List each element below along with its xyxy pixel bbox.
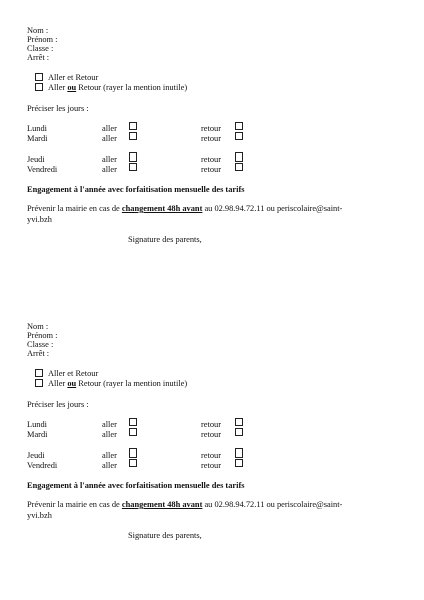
aller-label: aller — [102, 430, 117, 439]
checkbox-jeudi-retour[interactable] — [235, 448, 243, 458]
checkbox-jeudi-aller[interactable] — [129, 152, 137, 162]
retour-label: retour — [201, 134, 221, 143]
checkbox-vendredi-retour[interactable] — [235, 163, 243, 171]
checkbox-vendredi-retour[interactable] — [235, 459, 243, 467]
signature-label: Signature des parents, — [128, 235, 202, 244]
field-arret: Arrêt : — [27, 349, 50, 358]
checkbox-lundi-retour[interactable] — [235, 122, 243, 130]
retour-label: retour — [201, 430, 221, 439]
checkbox-jeudi-retour[interactable] — [235, 152, 243, 162]
preciser-jours-label: Préciser les jours : — [27, 400, 89, 409]
prevenir-line-2: yvi.bzh — [27, 511, 52, 520]
aller-label: aller — [102, 155, 117, 164]
checkbox-lundi-aller[interactable] — [129, 122, 137, 130]
checkbox-jeudi-aller[interactable] — [129, 448, 137, 458]
checkbox-aller-ou-retour[interactable] — [35, 83, 43, 91]
checkbox-aller-et-retour[interactable] — [35, 73, 43, 81]
field-prenom: Prénom : — [27, 331, 58, 340]
checkbox-vendredi-aller[interactable] — [129, 163, 137, 171]
prevenir-line-1: Prévenir la mairie en cas de changement 48h avant au 02.98.94.72.11 ou periscolaire@saint- — [27, 500, 343, 509]
day-lundi: Lundi — [27, 124, 48, 133]
form-section-2 — [0, 296, 424, 596]
retour-label: retour — [201, 451, 221, 460]
field-nom: Nom : — [27, 322, 49, 331]
day-vendredi: Vendredi — [27, 461, 58, 470]
retour-label: retour — [201, 165, 221, 174]
day-lundi: Lundi — [27, 420, 48, 429]
field-classe: Classe : — [27, 44, 54, 53]
day-jeudi: Jeudi — [27, 451, 45, 460]
engagement-heading: Engagement à l'année avec forfaitisation mensuelle des tarifs — [27, 481, 245, 490]
retour-label: retour — [201, 461, 221, 470]
option-aller-et-retour-label: Aller et Retour — [48, 73, 99, 82]
retour-label: retour — [201, 420, 221, 429]
aller-label: aller — [102, 165, 117, 174]
aller-label: aller — [102, 420, 117, 429]
checkbox-lundi-aller[interactable] — [129, 418, 137, 426]
prevenir-line-1: Prévenir la mairie en cas de changement 48h avant au 02.98.94.72.11 ou periscolaire@saint- — [27, 204, 343, 213]
field-prenom: Prénom : — [27, 35, 58, 44]
engagement-heading: Engagement à l'année avec forfaitisation mensuelle des tarifs — [27, 185, 245, 194]
day-vendredi: Vendredi — [27, 165, 58, 174]
day-mardi: Mardi — [27, 134, 48, 143]
checkbox-lundi-retour[interactable] — [235, 418, 243, 426]
checkbox-mardi-aller[interactable] — [129, 132, 137, 140]
signature-label: Signature des parents, — [128, 531, 202, 540]
preciser-jours-label: Préciser les jours : — [27, 104, 89, 113]
aller-label: aller — [102, 124, 117, 133]
checkbox-aller-ou-retour[interactable] — [35, 379, 43, 387]
option-aller-ou-retour-label: Aller ou Retour (rayer la mention inutile) — [48, 379, 188, 388]
checkbox-mardi-retour[interactable] — [235, 428, 243, 436]
aller-label: aller — [102, 134, 117, 143]
retour-label: retour — [201, 124, 221, 133]
prevenir-line-2: yvi.bzh — [27, 215, 52, 224]
checkbox-mardi-retour[interactable] — [235, 132, 243, 140]
retour-label: retour — [201, 155, 221, 164]
option-aller-et-retour-label: Aller et Retour — [48, 369, 99, 378]
option-aller-ou-retour-label: Aller ou Retour (rayer la mention inutile) — [48, 83, 188, 92]
checkbox-mardi-aller[interactable] — [129, 428, 137, 436]
field-nom: Nom : — [27, 26, 49, 35]
field-arret: Arrêt : — [27, 53, 50, 62]
field-classe: Classe : — [27, 340, 54, 349]
day-mardi: Mardi — [27, 430, 48, 439]
day-jeudi: Jeudi — [27, 155, 45, 164]
checkbox-aller-et-retour[interactable] — [35, 369, 43, 377]
aller-label: aller — [102, 461, 117, 470]
checkbox-vendredi-aller[interactable] — [129, 459, 137, 467]
aller-label: aller — [102, 451, 117, 460]
